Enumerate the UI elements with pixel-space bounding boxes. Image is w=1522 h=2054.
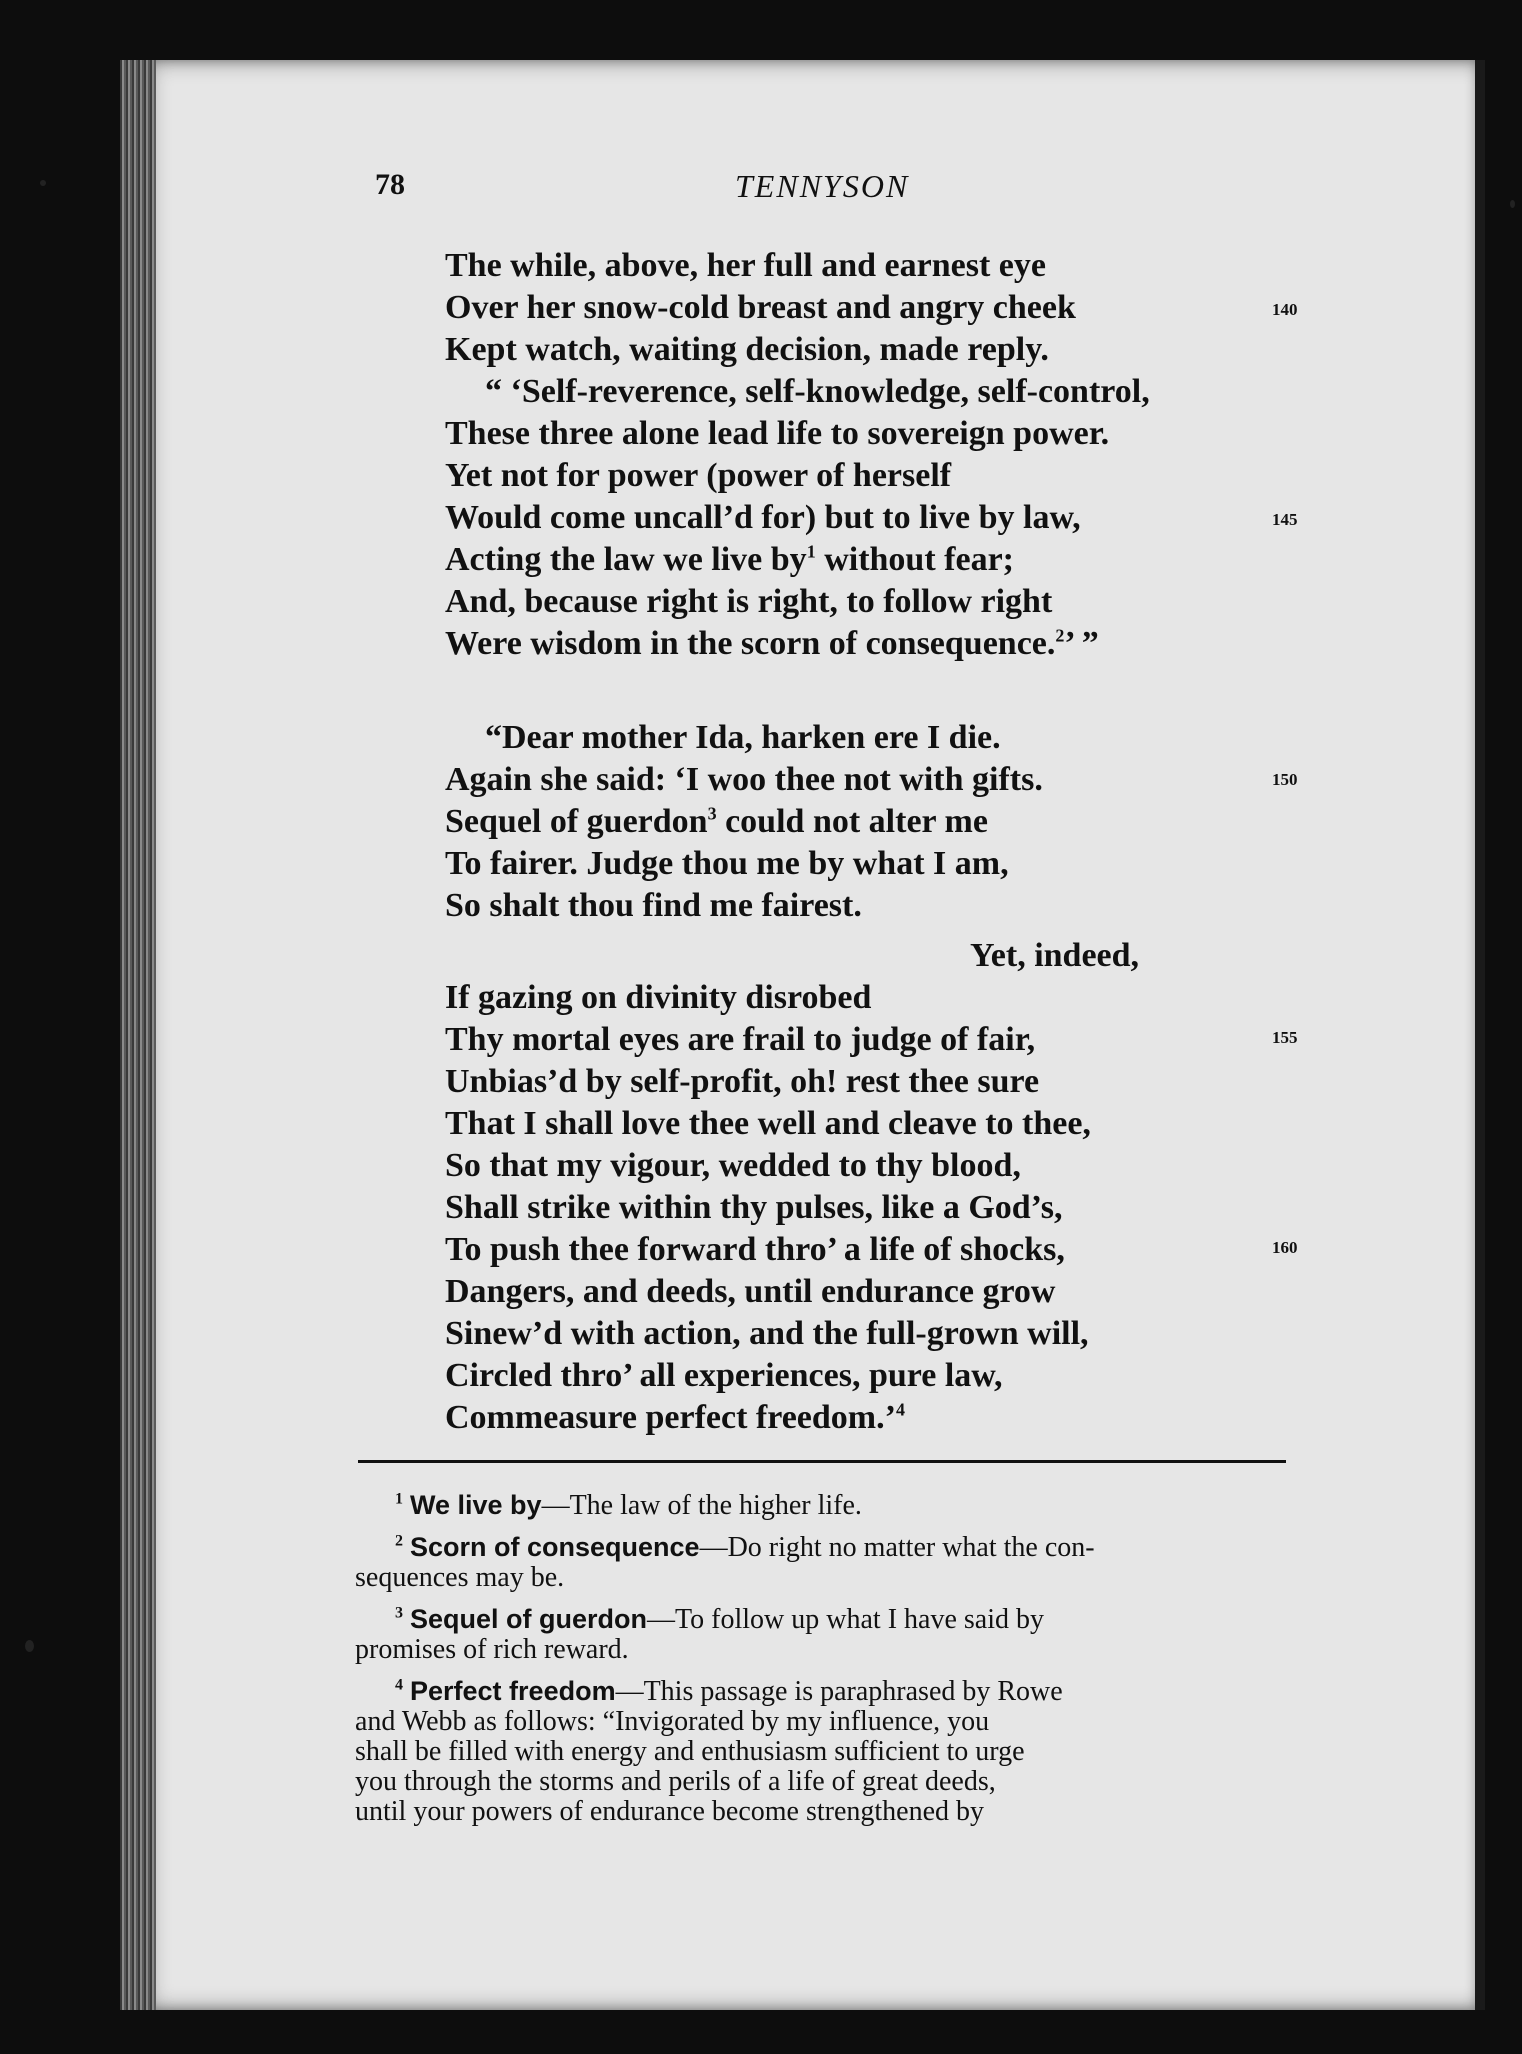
poem-line: Yet not for power (power of herself [445,457,952,494]
poem-line: To push thee forward thro’ a life of shocks, [445,1231,1065,1268]
poem-line: Shall strike within thy pulses, like a God’s, [445,1189,1063,1226]
poem-line: That I shall love thee well and cleave to thee, [445,1105,1091,1142]
poem-line: Sequel of guerdon$^3$ could not alter me [445,803,988,840]
footnote-4: $^4$ Perfect freedom—This passage is paraphrased by Rowe and Webb as follows: “Invigorated by my influence, you shall be filled with energy and enthusiasm sufficient to urge you through the storms and perils of a life of great deeds, until your powers of endurance become strengthened by [355,1676,1063,1827]
poem-line: Sinew’d with action, and the full-grown will, [445,1315,1089,1352]
poem-line: “Dear mother Ida, harken ere I die. [485,719,1001,756]
poem-line: Commeasure perfect freedom.’$^4$ [445,1399,905,1436]
poem-line: Acting the law we live $by^1$ without fear; [445,541,1014,578]
poem-line: The while, above, her full and earnest eye [445,247,1046,284]
poem-line: To fairer. Judge thou me by what I am, [445,845,1009,882]
line-number: 140 [1272,300,1298,319]
footnote-marker: 4 [895,1399,905,1420]
poem-line: Were wisdom in the scorn of consequence.$^2$’ ” [445,625,1099,662]
scan-speck [40,180,46,186]
poem-line: Circled thro’ all experiences, pure law, [445,1357,1003,1394]
poem-line: These three alone lead life to sovereign power. [445,415,1110,452]
footnote-2: $^2$ Scorn of consequence—Do right no matter what the con- sequences may be. [355,1532,1095,1593]
poem-line: If gazing on divinity disrobed [445,979,872,1016]
poem-line: Unbias’d by self-profit, oh! rest thee sure [445,1063,1040,1100]
poem-line: So shalt thou find me fairest. [445,887,862,924]
footnote-marker: 1 [806,541,816,562]
line-number: 150 [1272,770,1298,789]
poem-line: Again she said: ‘I woo thee not with gifts. [445,761,1043,798]
poem-line: Dangers, and deeds, until endurance grow [445,1273,1056,1310]
footnote-marker: 3 [707,803,717,824]
poem-line: So that my vigour, wedded to thy blood, [445,1147,1021,1184]
footnote-marker: 2 [1055,625,1065,646]
poem-line: Kept watch, waiting decision, made reply. [445,331,1049,368]
scan-speck [25,1640,34,1652]
line-number: 160 [1272,1238,1298,1257]
line-number: 145 [1272,510,1298,529]
poem-line: Would come uncall’d for) but to live by law, [445,499,1081,536]
line-number: 155 [1272,1028,1298,1047]
footnote-divider [358,1460,1286,1463]
footnote-3: $^3$ Sequel of guerdon—To follow up what I have said by promises of rich reward. [355,1604,1044,1665]
scan-speck [1510,200,1515,208]
poem-line: “ ‘Self-reverence, self-knowledge, self-control, [485,373,1150,410]
poem-line: Yet, indeed, [970,937,1140,974]
page-header [375,168,935,218]
poem-line: Over her snow-cold breast and angry cheek [445,289,1076,326]
page-gutter [120,60,156,2010]
page-right-edge [1475,60,1485,2010]
footnote-1: $^1$ We live by—The law of the higher life. [395,1490,862,1521]
poem-line: And, because right is right, to follow right [445,583,1053,620]
running-title: TENNYSON [735,168,910,204]
page-number: 78 [375,168,405,201]
poem-line: Thy mortal eyes are frail to judge of fair, [445,1021,1036,1058]
